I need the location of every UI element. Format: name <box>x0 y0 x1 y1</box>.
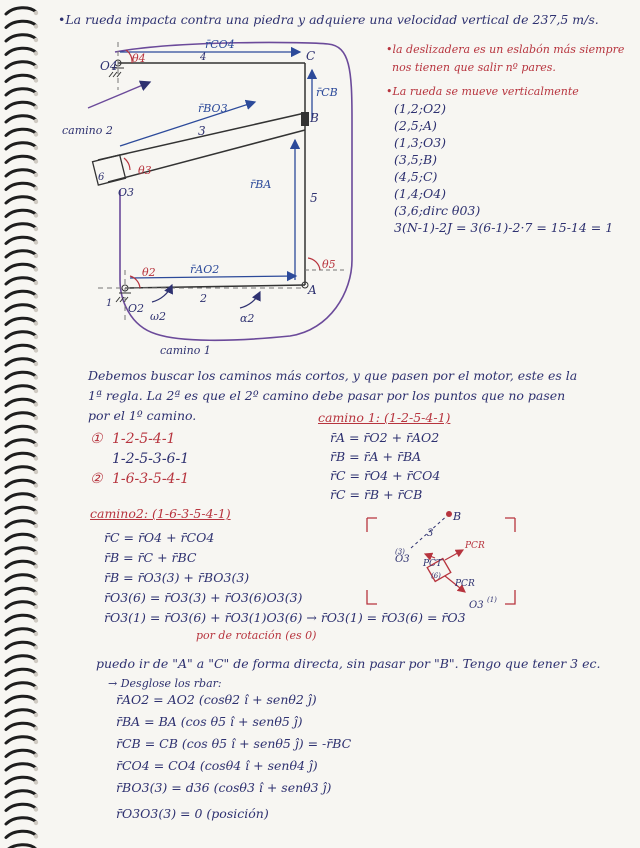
detail-label-o3: O3 <box>395 554 410 565</box>
pair-4-5: (4,5;C) <box>394 169 438 184</box>
camino2-eq-5: r̄O3(1) = r̄O3(6) + r̄O3(1)O3(6) → r̄O3(1) = r̄O3(6) = r̄O3 <box>104 610 466 625</box>
vector-eq-6: r̄O3O3(3) = 0 (posición) <box>116 806 269 821</box>
path-1-number: ① <box>90 431 103 447</box>
spiral-coil <box>6 197 36 203</box>
binding-hole <box>34 24 38 28</box>
theta5-arc <box>308 258 320 270</box>
spiral-coil <box>6 264 36 270</box>
spiral-coil <box>6 426 36 432</box>
detail-label-b: B <box>453 510 462 523</box>
spiral-coil <box>6 818 36 824</box>
label-o3: O3 <box>118 186 135 199</box>
note-pares: nos tienen que salir nº pares. <box>392 61 556 74</box>
spiral-coil <box>6 129 36 135</box>
label-theta3: θ3 <box>138 164 152 177</box>
spiral-coil <box>6 183 36 189</box>
binding-hole <box>34 389 38 393</box>
camino2-eq-4: r̄O3(6) = r̄O3(3) + r̄O3(6)O3(3) <box>104 590 303 605</box>
spiral-coil <box>6 224 36 230</box>
spiral-coil <box>6 143 36 149</box>
detail-label-pcr: PCR <box>465 541 485 551</box>
camino1-eq-3: r̄C = r̄O4 + r̄CO4 <box>330 468 441 483</box>
vector-eq-3: r̄CB = CB (cos θ5 î + senθ5 ĵ) = -r̄BC <box>116 736 352 751</box>
spiral-binding <box>0 0 44 848</box>
note-rueda: •La rueda se mueve verticalmente <box>386 85 579 98</box>
binding-hole <box>34 281 38 285</box>
gruebler-equation: 3(N-1)-2J = 3(6-1)-2·7 = 15-14 = 1 <box>394 220 614 235</box>
binding-hole <box>34 510 38 514</box>
spiral-coil <box>6 372 36 378</box>
binding-hole <box>34 780 38 784</box>
label-rbo3: r̄BO3 <box>198 102 228 115</box>
binding-hole <box>34 524 38 528</box>
label-camino2: camino 2 <box>62 124 113 137</box>
camino2-eq-3: r̄B = r̄O3(3) + r̄BO3(3) <box>104 570 250 585</box>
binding-hole <box>34 92 38 96</box>
spiral-coil <box>6 723 36 729</box>
pair-3-6: (3,6;dirc θ03) <box>394 203 481 218</box>
binding-hole <box>34 645 38 649</box>
binding-hole <box>34 308 38 312</box>
binding-hole <box>34 65 38 69</box>
mechanism-diagram <box>60 30 380 360</box>
bracket-bottom-right <box>505 590 515 604</box>
spiral-coil <box>6 237 36 243</box>
spiral-coil <box>6 656 36 662</box>
binding-hole <box>34 497 38 501</box>
spiral-coil <box>6 89 36 95</box>
binding-hole <box>34 402 38 406</box>
spiral-coil <box>6 534 36 540</box>
path-alt: 1-2-5-3-6-1 <box>112 451 190 467</box>
pair-2-5: (2,5;A) <box>394 118 437 133</box>
spiral-coil <box>6 575 36 581</box>
spiral-coil <box>6 210 36 216</box>
detail-label-o3-1: O3 <box>469 600 484 611</box>
camino1-eq-1: r̄A = r̄O2 + r̄AO2 <box>330 430 440 445</box>
binding-hole <box>34 578 38 582</box>
binding-hole <box>34 362 38 366</box>
binding-hole <box>34 699 38 703</box>
label-n1: 1 <box>106 298 113 309</box>
vector-eq-5: r̄BO3(3) = d36 (cosθ3 î + senθ3 ĵ) <box>116 780 332 795</box>
spiral-coil <box>6 291 36 297</box>
label-n3: 3 <box>198 124 206 138</box>
pair-1-4: (1,4;O4) <box>394 186 447 201</box>
spiral-coil <box>6 480 36 486</box>
spiral-coil <box>6 683 36 689</box>
rules-line-1: Debemos buscar los caminos más cortos, y que pasen por el motor, este es la <box>88 368 578 383</box>
label-rao2: r̄AO2 <box>190 263 220 276</box>
slider-detail-diagram <box>365 500 535 620</box>
binding-hole <box>34 78 38 82</box>
spiral-coil <box>6 21 36 27</box>
spiral-coil <box>6 8 36 14</box>
camino1-eq-4: r̄C = r̄B + r̄CB <box>330 487 423 502</box>
binding-hole <box>34 618 38 622</box>
binding-hole <box>34 483 38 487</box>
camino2-eq-2: r̄B = r̄C + r̄BC <box>104 550 197 565</box>
label-b: B <box>310 111 319 125</box>
direct-path-remark: puedo ir de "A" a "C" de forma directa, sin pasar por "B". Tengo que tener 3 ec. <box>96 656 601 671</box>
slider-b <box>301 112 309 126</box>
spiral-coil <box>6 48 36 54</box>
binding-hole <box>34 240 38 244</box>
spiral-coil <box>6 764 36 770</box>
rules-line-2: 1ª regla. La 2ª es que el 2º camino debe pasar por los puntos que no pasen <box>88 388 566 403</box>
spiral-coil <box>6 305 36 311</box>
spiral-coil <box>6 831 36 837</box>
binding-hole <box>34 794 38 798</box>
binding-hole <box>34 254 38 258</box>
label-rcb: r̄CB <box>316 86 338 99</box>
spiral-coil <box>6 602 36 608</box>
bracket-top-right <box>505 518 515 532</box>
camino1-heading: camino 1: (1-2-5-4-1) <box>318 410 451 425</box>
binding-hole <box>34 348 38 352</box>
binding-hole <box>34 713 38 717</box>
binding-hole <box>34 186 38 190</box>
spiral-coil <box>6 399 36 405</box>
label-theta2: θ2 <box>142 266 156 279</box>
camino2-arrow <box>88 82 150 108</box>
label-n6: 6 <box>98 172 105 183</box>
label-n2: 2 <box>200 292 207 305</box>
label-n5: 5 <box>310 191 318 205</box>
spiral-coil <box>6 737 36 743</box>
binding-hole <box>34 38 38 42</box>
label-camino1: camino 1 <box>160 344 211 357</box>
binding-hole <box>34 470 38 474</box>
binding-hole <box>34 375 38 379</box>
label-o4: O4 <box>100 59 118 73</box>
binding-hole <box>34 200 38 204</box>
binding-hole <box>34 551 38 555</box>
spiral-coil <box>6 318 36 324</box>
pair-1-2: (1,2;O2) <box>394 101 447 116</box>
spiral-coil <box>6 156 36 162</box>
note-deslizadera: •la deslizadera es un eslabón más siempre <box>386 43 625 56</box>
binding-hole <box>34 591 38 595</box>
spiral-coil <box>6 453 36 459</box>
spiral-coil <box>6 588 36 594</box>
binding-hole <box>34 564 38 568</box>
label-n4: 4 <box>200 52 207 63</box>
camino1-eq-2: r̄B = r̄A + r̄BA <box>330 449 422 464</box>
binding-hole <box>34 294 38 298</box>
camino2-note: por de rotación (es 0) <box>196 629 317 642</box>
binding-hole <box>34 767 38 771</box>
binding-hole <box>34 807 38 811</box>
spiral-coil <box>6 669 36 675</box>
desglose-heading: → Desglose los rbar: <box>108 677 222 690</box>
path-2-number: ② <box>90 471 103 487</box>
spiral-coil <box>6 359 36 365</box>
spiral-coil <box>6 413 36 419</box>
spiral-coil <box>6 777 36 783</box>
pair-3-5: (3,5;B) <box>394 152 438 167</box>
vector-eq-2: r̄BA = BA (cos θ5 î + senθ5 ĵ) <box>116 714 303 729</box>
detail-label-sup6: (6) <box>431 572 441 580</box>
label-a: A <box>308 283 317 297</box>
label-theta5: θ5 <box>322 258 336 271</box>
label-o2: O2 <box>128 302 145 315</box>
binding-hole <box>34 146 38 150</box>
spiral-coil <box>6 345 36 351</box>
binding-hole <box>34 267 38 271</box>
binding-hole <box>34 753 38 757</box>
binding-hole <box>34 132 38 136</box>
binding-hole <box>34 321 38 325</box>
vector-eq-1: r̄AO2 = AO2 (cosθ2 î + senθ2 ĵ) <box>116 692 317 707</box>
spiral-coil <box>6 548 36 554</box>
binding-hole <box>34 605 38 609</box>
spiral-coil <box>6 251 36 257</box>
binding-hole <box>34 119 38 123</box>
detail-label-pcr-2: PCR <box>455 579 475 589</box>
binding-hole <box>34 834 38 838</box>
binding-hole <box>34 429 38 433</box>
binding-hole <box>34 659 38 663</box>
spiral-coil <box>6 629 36 635</box>
camino2-heading: camino2: (1-6-3-5-4-1) <box>90 506 231 521</box>
label-c: C <box>306 49 316 63</box>
spiral-coil <box>6 440 36 446</box>
detail-label-pct: PCT <box>423 559 442 569</box>
path-1: 1-2-5-4-1 <box>112 431 176 447</box>
bracket-bottom-left <box>367 590 377 604</box>
spiral-coil <box>6 804 36 810</box>
label-theta4: θ4 <box>132 52 146 65</box>
binding-hole <box>34 51 38 55</box>
label-rba: r̄BA <box>250 178 272 191</box>
spiral-coil <box>6 696 36 702</box>
binding-hole <box>34 456 38 460</box>
theta3-arc <box>124 158 130 170</box>
spiral-coil <box>6 35 36 41</box>
spiral-coil <box>6 642 36 648</box>
binding-hole <box>34 213 38 217</box>
spiral-coil <box>6 62 36 68</box>
bracket-top-left <box>367 518 377 532</box>
spiral-coil <box>6 494 36 500</box>
binding-hole <box>34 159 38 163</box>
spiral-coil <box>6 615 36 621</box>
vector-eq-4: r̄CO4 = CO4 (cosθ4 î + senθ4 ĵ) <box>116 758 318 773</box>
spiral-coil <box>6 507 36 513</box>
alpha2-arc <box>240 292 260 308</box>
spiral-coil <box>6 521 36 527</box>
spiral-coil <box>6 467 36 473</box>
spiral-coil <box>6 710 36 716</box>
binding-hole <box>34 335 38 339</box>
label-w2: ω2 <box>150 310 166 323</box>
rules-line-3: por el 1º camino. <box>88 408 197 423</box>
binding-hole <box>34 173 38 177</box>
spiral-coil <box>6 332 36 338</box>
spiral-coil <box>6 791 36 797</box>
binding-hole <box>34 686 38 690</box>
label-rco4: r̄CO4 <box>205 38 235 51</box>
spiral-coil <box>6 278 36 284</box>
binding-hole <box>34 416 38 420</box>
binding-hole <box>34 105 38 109</box>
binding-hole <box>34 726 38 730</box>
spiral-coil <box>6 170 36 176</box>
binding-hole <box>34 227 38 231</box>
pair-1-3: (1,3;O3) <box>394 135 447 150</box>
spiral-coil <box>6 750 36 756</box>
binding-hole <box>34 11 38 15</box>
spiral-coil <box>6 102 36 108</box>
binding-hole <box>34 632 38 636</box>
path-2: 1-6-3-5-4-1 <box>112 471 190 487</box>
binding-hole <box>34 672 38 676</box>
detail-label-sup1: (1) <box>487 596 497 604</box>
binding-hole <box>34 821 38 825</box>
detail-label-3: 3 <box>427 528 434 539</box>
spiral-coil <box>6 75 36 81</box>
spiral-coil <box>6 561 36 567</box>
binding-hole <box>34 740 38 744</box>
binding-hole <box>34 537 38 541</box>
binding-hole <box>34 443 38 447</box>
spiral-coil <box>6 386 36 392</box>
problem-statement: •La rueda impacta contra una piedra y adquiere una velocidad vertical de 237,5 m/s. <box>58 12 599 27</box>
spiral-coil <box>6 116 36 122</box>
label-a2: α2 <box>240 312 255 325</box>
detail-label-sup3: (3) <box>395 548 405 556</box>
camino2-eq-1: r̄C = r̄O4 + r̄CO4 <box>104 530 215 545</box>
